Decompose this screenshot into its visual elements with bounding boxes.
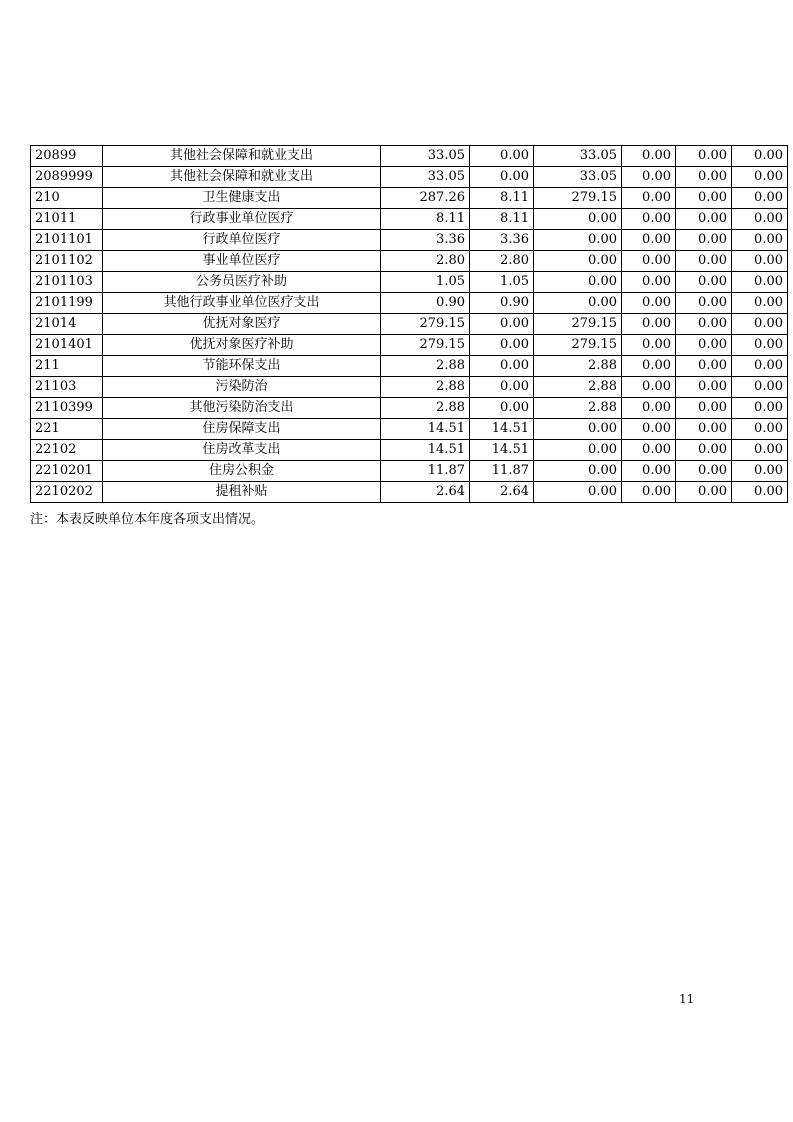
amount-cell: 2.88 <box>381 398 470 419</box>
subject-code-cell: 2101401 <box>31 335 103 356</box>
subject-code-cell: 2101199 <box>31 293 103 314</box>
table-row <box>31 314 788 335</box>
subject-code-cell: 2210201 <box>31 461 103 482</box>
amount-cell: 0.00 <box>534 293 622 314</box>
amount-cell: 279.15 <box>534 335 622 356</box>
amount-cell: 2.64 <box>381 482 470 503</box>
subject-name-cell: 行政事业单位医疗 <box>103 209 381 230</box>
amount-cell: 8.11 <box>381 209 470 230</box>
amount-cell: 14.51 <box>381 440 470 461</box>
subject-name-cell: 其他污染防治支出 <box>103 398 381 419</box>
subject-code-cell: 22102 <box>31 440 103 461</box>
amount-cell: 279.15 <box>381 314 470 335</box>
subject-name-cell: 污染防治 <box>103 377 381 398</box>
table-row <box>31 377 788 398</box>
amount-cell: 0.00 <box>676 146 732 167</box>
subject-name-cell: 节能环保支出 <box>103 356 381 377</box>
amount-cell: 0.00 <box>732 314 788 335</box>
table-row <box>31 356 788 377</box>
subject-code-cell: 21014 <box>31 314 103 335</box>
amount-cell: 0.00 <box>676 230 732 251</box>
table-row <box>31 167 788 188</box>
subject-code-cell: 2101103 <box>31 272 103 293</box>
amount-cell: 0.00 <box>676 461 732 482</box>
amount-cell: 0.00 <box>470 398 534 419</box>
amount-cell: 14.51 <box>470 419 534 440</box>
amount-cell: 0.00 <box>622 419 676 440</box>
subject-code-cell: 21103 <box>31 377 103 398</box>
amount-cell: 0.00 <box>622 440 676 461</box>
table-row <box>31 272 788 293</box>
subject-name-cell: 优抚对象医疗 <box>103 314 381 335</box>
amount-cell: 11.87 <box>470 461 534 482</box>
amount-cell: 0.00 <box>676 167 732 188</box>
amount-cell: 0.00 <box>732 188 788 209</box>
amount-cell: 0.00 <box>732 461 788 482</box>
table-row <box>31 230 788 251</box>
amount-cell: 2.88 <box>381 356 470 377</box>
amount-cell: 11.87 <box>381 461 470 482</box>
table-row <box>31 398 788 419</box>
amount-cell: 3.36 <box>381 230 470 251</box>
amount-cell: 0.00 <box>676 209 732 230</box>
amount-cell: 0.00 <box>534 251 622 272</box>
page-number: 11 <box>679 992 695 1006</box>
amount-cell: 279.15 <box>381 335 470 356</box>
subject-code-cell: 2101102 <box>31 251 103 272</box>
subject-code-cell: 2110399 <box>31 398 103 419</box>
amount-cell: 0.00 <box>622 356 676 377</box>
amount-cell: 0.00 <box>622 482 676 503</box>
table-row <box>31 209 788 230</box>
amount-cell: 0.00 <box>470 335 534 356</box>
table-row <box>31 419 788 440</box>
amount-cell: 2.64 <box>470 482 534 503</box>
subject-name-cell: 其他社会保障和就业支出 <box>103 167 381 188</box>
amount-cell: 2.88 <box>534 377 622 398</box>
amount-cell: 0.00 <box>534 230 622 251</box>
amount-cell: 0.00 <box>534 461 622 482</box>
amount-cell: 0.00 <box>676 251 732 272</box>
subject-name-cell: 其他行政事业单位医疗支出 <box>103 293 381 314</box>
amount-cell: 0.00 <box>622 209 676 230</box>
amount-cell: 1.05 <box>381 272 470 293</box>
amount-cell: 0.00 <box>534 440 622 461</box>
amount-cell: 0.00 <box>534 272 622 293</box>
amount-cell: 0.00 <box>470 356 534 377</box>
table-row <box>31 440 788 461</box>
amount-cell: 0.00 <box>534 209 622 230</box>
amount-cell: 0.00 <box>676 398 732 419</box>
table-row <box>31 251 788 272</box>
amount-cell: 2.88 <box>534 398 622 419</box>
expenditure-table <box>30 145 788 503</box>
subject-code-cell: 211 <box>31 356 103 377</box>
amount-cell: 0.00 <box>622 230 676 251</box>
amount-cell: 8.11 <box>470 209 534 230</box>
subject-name-cell: 行政单位医疗 <box>103 230 381 251</box>
amount-cell: 0.00 <box>534 419 622 440</box>
amount-cell: 0.00 <box>622 272 676 293</box>
table-body <box>31 146 788 503</box>
amount-cell: 0.00 <box>732 272 788 293</box>
amount-cell: 2.88 <box>381 377 470 398</box>
amount-cell: 0.00 <box>622 461 676 482</box>
amount-cell: 0.00 <box>622 293 676 314</box>
amount-cell: 0.00 <box>732 398 788 419</box>
subject-code-cell: 2089999 <box>31 167 103 188</box>
amount-cell: 0.00 <box>622 398 676 419</box>
subject-code-cell: 210 <box>31 188 103 209</box>
amount-cell: 0.00 <box>732 377 788 398</box>
amount-cell: 0.00 <box>470 167 534 188</box>
amount-cell: 0.00 <box>676 272 732 293</box>
amount-cell: 0.00 <box>470 146 534 167</box>
subject-name-cell: 公务员医疗补助 <box>103 272 381 293</box>
subject-code-cell: 221 <box>31 419 103 440</box>
amount-cell: 0.00 <box>676 188 732 209</box>
amount-cell: 0.00 <box>622 146 676 167</box>
amount-cell: 2.80 <box>381 251 470 272</box>
table-row <box>31 188 788 209</box>
subject-code-cell: 21011 <box>31 209 103 230</box>
amount-cell: 0.00 <box>732 335 788 356</box>
subject-code-cell: 2101101 <box>31 230 103 251</box>
amount-cell: 2.88 <box>534 356 622 377</box>
subject-code-cell: 20899 <box>31 146 103 167</box>
amount-cell: 0.00 <box>470 314 534 335</box>
subject-name-cell: 提租补贴 <box>103 482 381 503</box>
amount-cell: 33.05 <box>381 146 470 167</box>
amount-cell: 0.00 <box>732 209 788 230</box>
amount-cell: 33.05 <box>534 146 622 167</box>
amount-cell: 0.00 <box>732 251 788 272</box>
table-row <box>31 293 788 314</box>
table-footnote: 注：本表反映单位本年度各项支出情况。 <box>30 512 265 527</box>
subject-name-cell: 事业单位医疗 <box>103 251 381 272</box>
amount-cell: 0.00 <box>622 251 676 272</box>
amount-cell: 0.00 <box>676 293 732 314</box>
amount-cell: 0.00 <box>732 419 788 440</box>
amount-cell: 0.00 <box>676 314 732 335</box>
amount-cell: 0.00 <box>470 377 534 398</box>
subject-name-cell: 优抚对象医疗补助 <box>103 335 381 356</box>
amount-cell: 279.15 <box>534 314 622 335</box>
amount-cell: 33.05 <box>381 167 470 188</box>
amount-cell: 1.05 <box>470 272 534 293</box>
amount-cell: 0.00 <box>676 356 732 377</box>
table-row <box>31 461 788 482</box>
subject-name-cell: 住房保障支出 <box>103 419 381 440</box>
amount-cell: 0.00 <box>622 335 676 356</box>
amount-cell: 287.26 <box>381 188 470 209</box>
amount-cell: 0.00 <box>534 482 622 503</box>
amount-cell: 14.51 <box>470 440 534 461</box>
subject-name-cell: 其他社会保障和就业支出 <box>103 146 381 167</box>
amount-cell: 3.36 <box>470 230 534 251</box>
amount-cell: 0.00 <box>676 482 732 503</box>
amount-cell: 0.00 <box>676 440 732 461</box>
amount-cell: 0.00 <box>732 293 788 314</box>
amount-cell: 0.00 <box>622 314 676 335</box>
amount-cell: 279.15 <box>534 188 622 209</box>
amount-cell: 0.00 <box>676 419 732 440</box>
amount-cell: 0.00 <box>732 167 788 188</box>
amount-cell: 0.90 <box>470 293 534 314</box>
table-row <box>31 335 788 356</box>
amount-cell: 0.00 <box>732 482 788 503</box>
amount-cell: 0.00 <box>676 377 732 398</box>
amount-cell: 0.00 <box>732 146 788 167</box>
amount-cell: 8.11 <box>470 188 534 209</box>
table-row <box>31 482 788 503</box>
amount-cell: 0.00 <box>676 335 732 356</box>
amount-cell: 0.90 <box>381 293 470 314</box>
amount-cell: 0.00 <box>732 356 788 377</box>
amount-cell: 0.00 <box>622 167 676 188</box>
amount-cell: 2.80 <box>470 251 534 272</box>
amount-cell: 0.00 <box>622 377 676 398</box>
amount-cell: 33.05 <box>534 167 622 188</box>
amount-cell: 14.51 <box>381 419 470 440</box>
subject-name-cell: 住房公积金 <box>103 461 381 482</box>
amount-cell: 0.00 <box>622 188 676 209</box>
subject-name-cell: 卫生健康支出 <box>103 188 381 209</box>
subject-code-cell: 2210202 <box>31 482 103 503</box>
amount-cell: 0.00 <box>732 440 788 461</box>
table-row <box>31 146 788 167</box>
subject-name-cell: 住房改革支出 <box>103 440 381 461</box>
amount-cell: 0.00 <box>732 230 788 251</box>
